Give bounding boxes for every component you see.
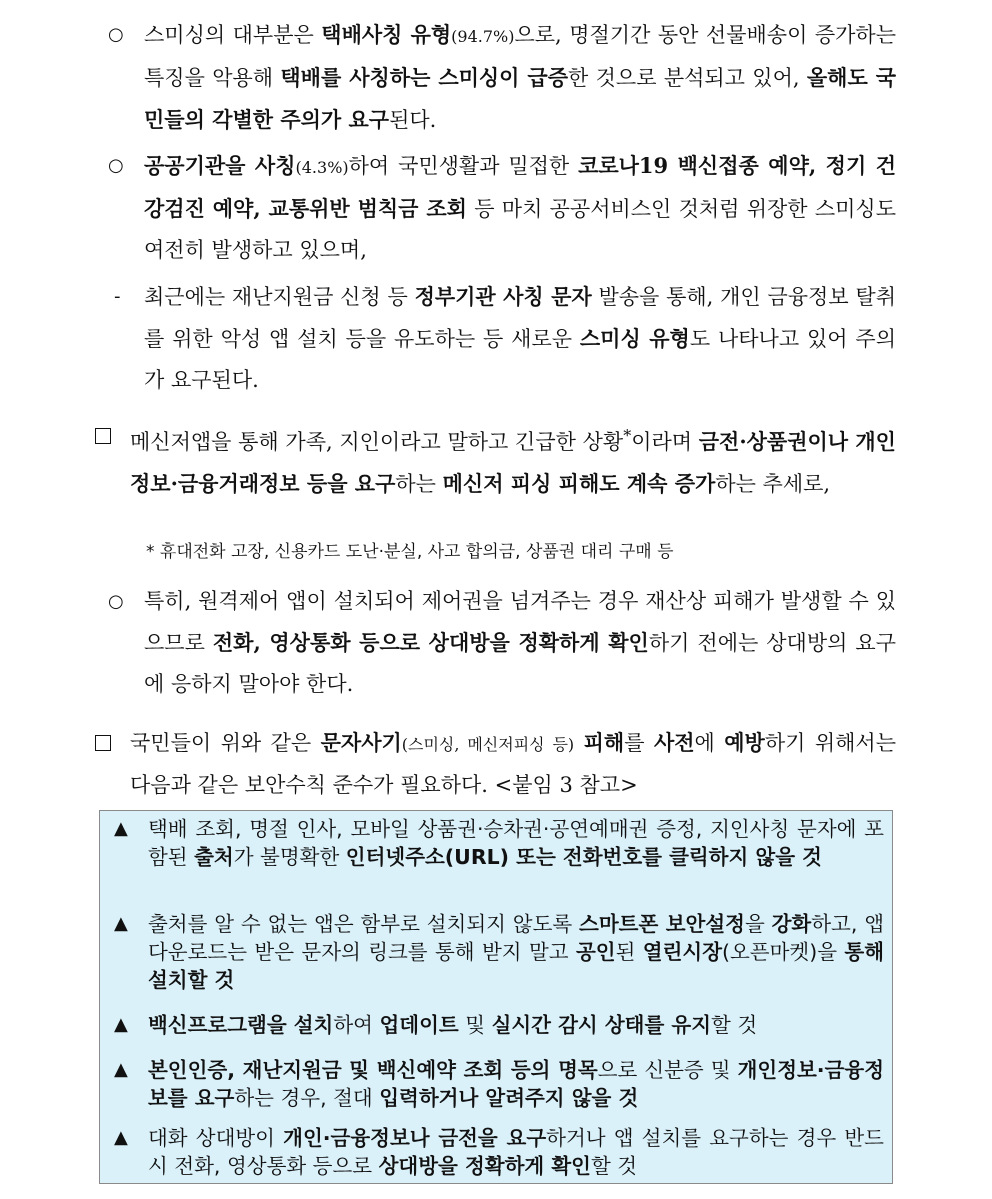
bold-text: 공공기관을 사칭 <box>144 153 296 178</box>
tip-item-url <box>114 815 884 871</box>
text: 이라며 <box>631 430 699 454</box>
percentage-text: (94.7%) <box>451 27 515 46</box>
circle-bullet: ○ <box>108 591 124 612</box>
text: 메신저앱을 통해 가족, 지인이라고 말하고 긴급한 상황 <box>130 430 624 454</box>
bold-text: 예방 <box>724 730 765 755</box>
percentage-text: (4.3%) <box>295 158 349 177</box>
bold-text: 개인·금융정보나 금전을 요구 <box>283 1126 547 1150</box>
bold-text: 본인인증, 재난지원금 및 백신예약 조회 등의 명목 <box>148 1058 598 1082</box>
paragraph-text <box>144 145 896 271</box>
bold-text: 택배사칭 유형 <box>321 22 452 47</box>
tip-item-personal-info <box>114 1056 884 1112</box>
text: 출처를 알 수 없는 앱은 함부로 설치되지 않도록 <box>148 912 580 936</box>
text: 하기 전에는 상대방의 요구에 응하지 말아야 한다. <box>144 631 896 696</box>
text: 및 <box>458 1013 492 1037</box>
bold-text: 인터넷주소(URL) 또는 전화번호를 클릭하지 않을 것 <box>345 845 822 869</box>
text: 를 <box>624 731 654 755</box>
text: 가 불명확한 <box>233 845 346 869</box>
bold-text: 강화 <box>771 912 812 936</box>
triangle-bullet-icon: ▲ <box>114 1127 128 1148</box>
square-bullet-icon <box>95 428 111 444</box>
text: 발송을 통해, 개인 금융정보 탈취를 위한 악성 앱 설치 등을 유도하는 등 새로운 <box>144 285 896 351</box>
text: 하거나 앱 설치를 요구하는 경우 반드시 전화, 영상통화 등으로 <box>148 1126 884 1178</box>
bold-text: 피해 <box>583 730 625 755</box>
bold-text: 문자사기 <box>320 730 402 755</box>
tip-text <box>148 1056 884 1112</box>
tip-text <box>148 910 884 994</box>
bold-text: 올해도 국민들의 각별한 주의가 요구 <box>144 65 896 132</box>
text: (오픈마켓)을 <box>722 940 845 964</box>
tip-item-verify-contact <box>114 1124 884 1180</box>
paragraph-text <box>144 14 896 141</box>
text: 에 <box>694 731 725 755</box>
text: 특히, 원격제어 앱이 설치되어 제어권을 넘겨주는 경우 재산상 피해가 발생할 수 있으므로 <box>144 589 896 655</box>
text: 할 것 <box>590 1154 638 1178</box>
bold-text: 열린시장 <box>642 940 722 964</box>
text: 대화 상대방이 <box>148 1126 284 1150</box>
footnote-mark: * <box>623 426 632 445</box>
bold-text: 백신프로그램을 설치 <box>148 1013 334 1037</box>
text: 도 나타나고 있어 주의가 요구된다. <box>144 327 896 392</box>
bold-text: 코로나19 백신접종 예약, 정기 건강검진 예약, 교통위반 범칙금 조회 <box>144 153 897 221</box>
bold-text: 공인 <box>575 940 616 964</box>
text: 하기 위해서는 다음과 같은 보안수칙 준수가 필요하다. <붙임 3 참고> <box>130 731 896 797</box>
text: 된다. <box>389 108 437 132</box>
tip-text <box>148 1011 884 1039</box>
paragraph-text <box>144 276 896 401</box>
bold-text: 메신저 피싱 피해도 계속 증가 <box>442 471 716 496</box>
text: 하고, 앱 다운로드는 받은 문자의 링크를 통해 받지 말고 <box>148 912 884 964</box>
footnote: * 휴대전화 고장, 신용카드 도난·분실, 사고 합의금, 상품권 대리 구매 등 <box>146 542 674 562</box>
bold-text: 택배를 사칭하는 스미싱이 급증 <box>280 65 569 90</box>
tip-text <box>148 1124 884 1180</box>
text: 스미싱의 대부분은 <box>144 23 322 47</box>
text: 할 것 <box>711 1013 758 1037</box>
security-tips-box <box>99 810 893 1184</box>
bold-text: 스마트폰 보안설정 <box>579 912 745 936</box>
triangle-bullet-icon: ▲ <box>114 1014 128 1035</box>
text: 된 <box>615 940 643 964</box>
text <box>574 731 583 755</box>
bold-text: 입력하거나 알려주지 않을 것 <box>379 1086 639 1110</box>
text: 최근에는 재난지원금 신청 등 <box>144 285 415 309</box>
paragraph-text <box>130 722 896 806</box>
text: 하는 <box>395 472 443 496</box>
text: 하여 국민생활과 밀접한 <box>348 154 579 178</box>
bold-text: 실시간 감시 상태를 유지 <box>491 1013 712 1037</box>
bold-text: 통해 설치할 것 <box>148 940 885 992</box>
bold-text: 금전·상품권이나 개인정보·금융거래정보 등을 요구 <box>130 429 896 496</box>
square-bullet-icon <box>95 735 111 751</box>
dash-bullet: - <box>114 286 121 307</box>
bold-text: 출처 <box>194 845 234 869</box>
bold-text: 전화, 영상통화 등으로 상대방을 정확하게 확인 <box>212 630 649 655</box>
circle-bullet: ○ <box>108 24 124 45</box>
text: 으로 신분증 및 <box>597 1058 738 1082</box>
text: 으로, 명절기간 동안 선물배송이 증가하는 특징을 악용해 <box>144 23 897 90</box>
bold-text: 정부기관 사칭 문자 <box>414 284 592 309</box>
circle-bullet: ○ <box>108 155 124 176</box>
bold-text: 개인정보·금융정보를 요구 <box>148 1058 885 1110</box>
text: 국민들이 위와 같은 <box>130 731 321 755</box>
paragraph-text <box>144 581 896 705</box>
bold-text: 스미싱 유형 <box>579 326 690 351</box>
text: 하여 <box>333 1013 380 1037</box>
text: 하는 경우, 절대 <box>234 1086 380 1110</box>
text: 등 마치 공공서비스인 것처럼 위장한 스미싱도 여전히 발생하고 있으며, <box>144 197 897 262</box>
text: 을 <box>744 912 772 936</box>
tip-item-app-install <box>114 910 884 994</box>
tip-item-antivirus <box>114 1011 884 1039</box>
bold-text: 업데이트 <box>379 1013 459 1037</box>
bold-text: 상대방을 정확하게 확인 <box>378 1154 591 1178</box>
triangle-bullet-icon: ▲ <box>114 1059 128 1080</box>
text: 한 것으로 분석되고 있어, <box>568 66 807 90</box>
tip-text <box>148 815 884 871</box>
triangle-bullet-icon: ▲ <box>114 913 128 934</box>
parenthetical-text: (스미싱, 메신저피싱 등) <box>401 735 575 754</box>
bold-text: 사전 <box>653 730 695 755</box>
paragraph-text <box>130 415 896 505</box>
triangle-bullet-icon: ▲ <box>114 818 128 839</box>
text: 하는 추세로, <box>715 472 831 496</box>
text: 택배 조회, 명절 인사, 모바일 상품권·승차권·공연예매권 증정, 지인사칭 문자에 포함된 <box>148 817 884 869</box>
